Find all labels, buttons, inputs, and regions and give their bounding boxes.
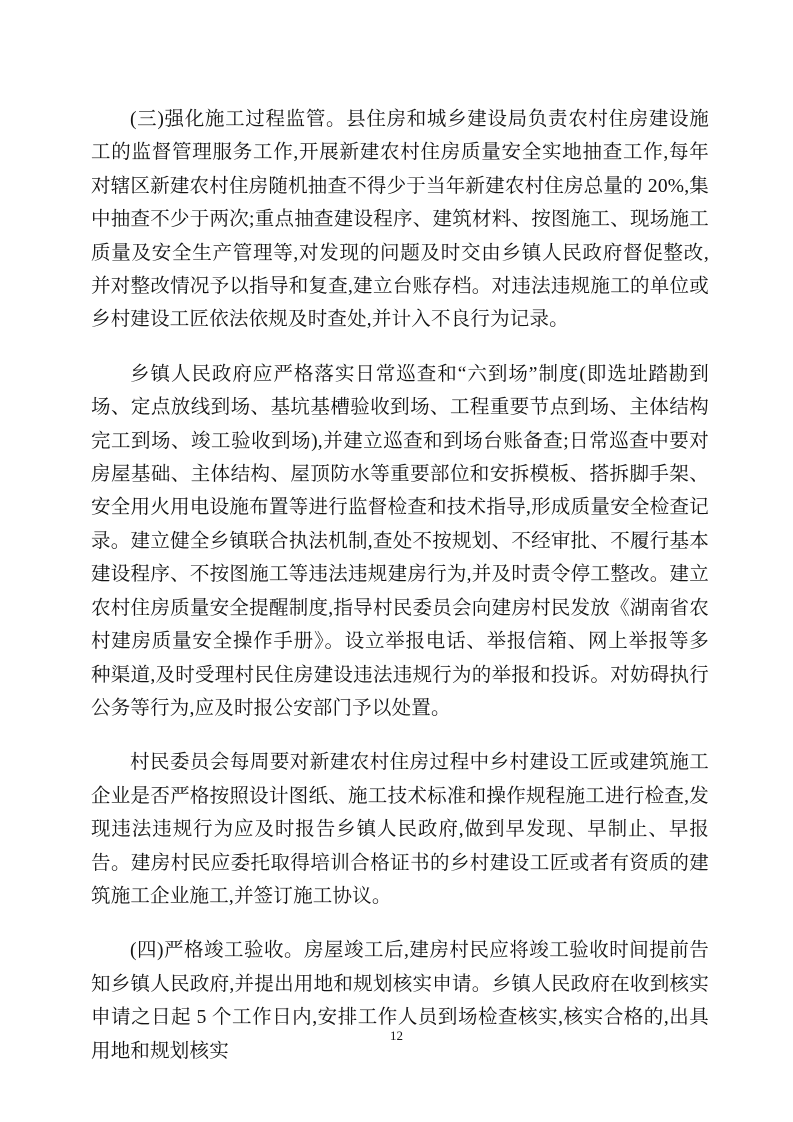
document-body [91,103,709,1089]
paragraph-3: 村民委员会每周要对新建农村住房过程中乡村建设工匠或建筑施工企业是否严格按照设计图纸、施工技术标准和操作规程施工进行检查,发现违法违规行为应及时报告乡镇人民政府,做到早发现、早制止、早报告。建房村民应委托取得培训合格证书的乡村建设工匠或者有资质的建筑施工企业施工,并签订施工协议。 [91,752,709,907]
paragraph-2: 乡镇人民政府应严格落实日常巡查和“六到场”制度(即选址踏勘到场、定点放线到场、基坑基槽验收到场、工程重要节点到场、主体结构完工到场、竣工验收到场),并建立巡查和到场台账备查;日常巡查中要对房屋基础、主体结构、屋顶防水等重要部位和安拆模板、搭拆脚手架、安全用火用电设施布置等进行监督检查和技术指导,形成质量安全检查记录。建立健全乡镇联合执法机制,查处不按规划、不经审批、不履行基本建设程序、不按图施工等违法违规建房行为,并及时责令停工整改。建立农村住房质量安全提醒制度,指导村民委员会向建房村民发放《湖南省农村建房质量安全操作手册》。设立举报电话、举报信箱、网上举报等多种渠道,及时受理村民住房建设违法违规行为的举报和投诉。对妨碍执行公务等行为,应及时报公安部门予以处置。 [91,363,709,719]
paragraph-1: (三)强化施工过程监管。县住房和城乡建设局负责农村住房建设施工的监督管理服务工作,开展新建农村住房质量安全实地抽查工作,每年对辖区新建农村住房随机抽查不得少于当年新建农村住房总量的 20%,集中抽查不少于两次;重点抽查建设程序、建筑材料、按图施工、现场施工质量及安全生产管理等,对发现的问题及时交由乡镇人民政府督促整改,并对整改情况予以指导和复查,建立台账存档。对违法违规施工的单位或乡村建设工匠依法依规及时查处,并计入不良行为记录。 [91,109,709,331]
page-number: 12 [390,1028,403,1043]
paragraph-4: (四)严格竣工验收。房屋竣工后,建房村民应将竣工验收时间提前告知乡镇人民政府,并提出用地和规划核实申请。乡镇人民政府在收到核实申请之日起 5 个工作日内,安排工作人员到场检查核实,核实合格的,出具用地和规划核实 [91,940,709,1062]
